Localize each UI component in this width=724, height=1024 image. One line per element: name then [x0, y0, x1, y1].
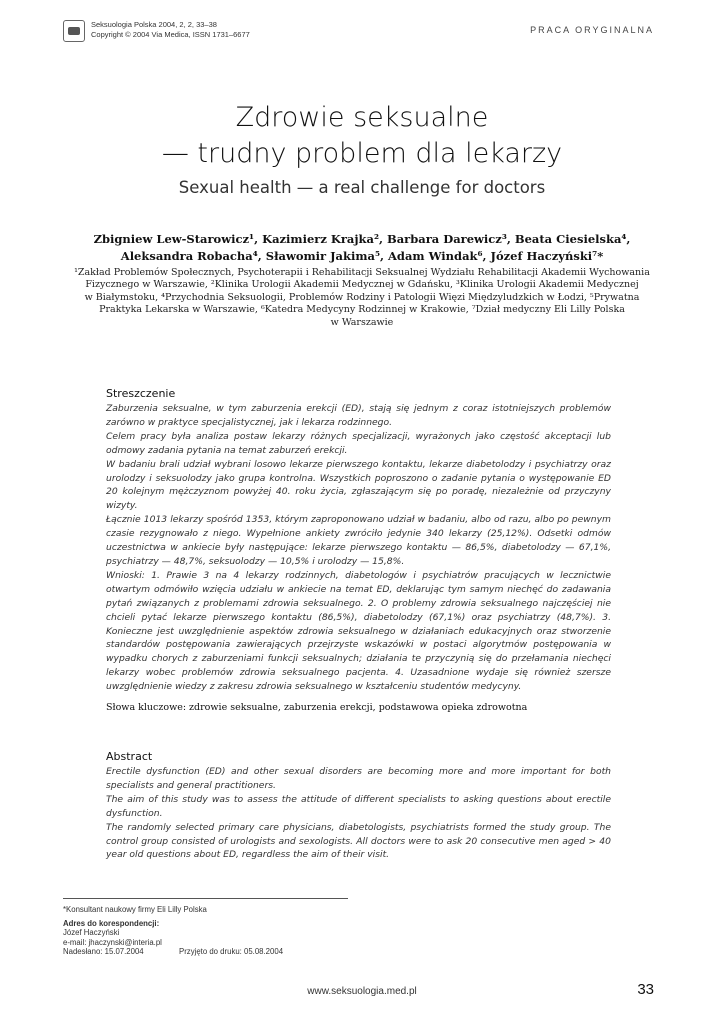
affiliation-line: Fizycznego w Warszawie, ²Klinika Urologii Akademii Medycznej w Gdańsku, ³Klinika Urologii Akademii Medycznej [85, 279, 639, 291]
title-line-1: Zdrowie seksualne [235, 102, 489, 133]
streszczenie-paragraph: Celem pracy była analiza postaw lekarzy różnych specjalizacji, wyrażonych jako częstość akceptacji lub odmowy zadania pytania na temat zaburzeń erekcji. [106, 430, 611, 456]
footnote [63, 905, 363, 957]
keywords: Słowa kluczowe: zdrowie seksualne, zaburzenia erekcji, podstawowa opieka zdrowotna [106, 702, 528, 714]
copyright-line: Copyright © 2004 Via Medica, ISSN 1731–6677 [91, 29, 250, 39]
abstract-section [106, 750, 611, 862]
streszczenie-paragraph: Wnioski: 1. Prawie 3 na 4 lekarzy rodzinnych, diabetologów i psychiatrów pracujących w lecznictwie otwartym odmówiło wzięcia udziału w ankiecie na temat ED, deklarując tym samym niechęć do zadawania pytań związanych z problemami zdrowia seksualnego. 2. O problemy zdrowia seksualnego najczęściej nie chcieli pytać lekarze pierwszego kontaktu (86,5%), diabetolodzy (67,1%) oraz psychiatrzy (48,7%). 3. Konieczne jest uwzględnienie aspektów zdrowia seksualnego w działaniach edukacyjnych oraz stworzenie standardów postępowania zawierających przejrzyste wskazówki w postaci algorytmów postępowania w wypadku chorych z zaburzeniami funkcji seksualnych; działania te przyczynią się do przełamania niechęci lekarzy wobec problemów zdrowia seksualnego pacjenta. 4. Uzasadnione wydaje się również szersze uwzględnienie wiedzy z zakresu zdrowia seksualnego w kształceniu studentów medycyny. [106, 569, 611, 693]
streszczenie-paragraph: Zaburzenia seksualne, w tym zaburzenia erekcji (ED), stają się jednym z coraz istotniejszych problemów zarówno w praktyce specjalistycznej, jak i lekarza rodzinnego. [106, 403, 611, 428]
title-line-2: — trudny problem dla lekarzy [161, 138, 563, 169]
page-number: 33 [637, 981, 654, 998]
author-line-2: Aleksandra Robacha⁴, Sławomir Jakima⁵, Adam Windak⁶, Józef Haczyński⁷* [120, 249, 604, 263]
abstract-paragraph: The randomly selected primary care physicians, diabetologists, psychiatrists formed the study group. The control group consisted of urologists and sexologists. All doctors were to ask 20 consecutive men aged > 40 year old questions about ED, regardless the aim of their visit. [106, 821, 611, 861]
journal-website: www.seksuologia.med.pl [307, 986, 417, 997]
affiliation-line: w Warszawie [330, 316, 394, 328]
article-subtitle: Sexual health — a real challenge for doctors [178, 178, 546, 197]
abstract-heading: Abstract [106, 750, 153, 763]
journal-logo-icon [63, 20, 85, 42]
submitted-date: Nadesłano: 15.07.2004 [63, 947, 144, 957]
correspondence-email: e-mail: jhaczynski@interia.pl [63, 937, 162, 947]
dates-row [63, 947, 363, 957]
article-title [0, 100, 724, 172]
journal-citation-line: Seksuologia Polska 2004, 2, 2, 33–38 [91, 20, 217, 29]
consultant-note: *Konsultant naukowy firmy Eli Lilly Polska [63, 905, 207, 914]
journal-header [63, 20, 250, 42]
affiliation-line: w Białymstoku, ⁴Przychodnia Seksuologii, Problemów Rodziny i Patologii Więzi Międzyludzkich w Łodzi, ⁵Prywatna [84, 291, 640, 303]
streszczenie-section [106, 387, 611, 713]
correspondence-label: Adres do korespondencji: [63, 918, 160, 928]
streszczenie-paragraph: Łącznie 1013 lekarzy spośród 1353, którym zaproponowano udział w badaniu, albo od razu, albo po pewnym czasie rezygnowało z niego. Wypełnione ankiety zwróciło jedynie 340 lekarzy (25,12%). Odsetki odmów uczestnictwa w ankiecie były następujące: lekarze pierwszego kontaktu — 86,5%, diabetolodzy — 67,1%, psychiatrzy — 48,7%, seksuolodzy — 10,5% i urolodzy — 15,8%. [106, 514, 611, 567]
journal-citation [91, 20, 250, 39]
accepted-date: Przyjęto do druku: 05.08.2004 [179, 947, 284, 957]
article-type-label: PRACA ORYGINALNA [530, 25, 654, 35]
affiliation-line: Praktyka Lekarska w Warszawie, ⁶Katedra Medycyny Rodzinnej w Krakowie, ⁷Dział medyczny Eli Lilly Polska [99, 304, 625, 316]
author-line-1: Zbigniew Lew-Starowicz¹, Kazimierz Krajka², Barbara Darewicz³, Beata Ciesielska⁴, [93, 232, 631, 246]
abstract-paragraph: The aim of this study was to assess the attitude of different specialists to asking questions about erectile dysfunction. [106, 793, 611, 819]
abstract-paragraph: Erectile dysfunction (ED) and other sexual disorders are becoming more and more important for both specialists and general practitioners. [106, 766, 611, 791]
affiliations [66, 267, 658, 329]
author-list [70, 231, 654, 265]
footnote-divider [63, 898, 348, 899]
correspondence-name: Józef Haczyński [63, 928, 120, 938]
streszczenie-heading: Streszczenie [106, 387, 176, 400]
streszczenie-paragraph: W badaniu brali udział wybrani losowo lekarze pierwszego kontaktu, lekarze diabetolodzy i psychiatrzy oraz urolodzy i seksuolodzy jako grupa kontrolna. Wszystkich poproszono o zadanie pytania o występowanie ED 20 kolejnym mężczyznom powyżej 40. roku życia, zgłaszającym się po poradę, niezależnie od przyczyny wizyty. [106, 458, 611, 512]
affiliation-line: ¹Zakład Problemów Społecznych, Psychoterapii i Rehabilitacji Seksualnej Wydziału Rehabilitacji Akademii Wychowania [74, 267, 650, 278]
